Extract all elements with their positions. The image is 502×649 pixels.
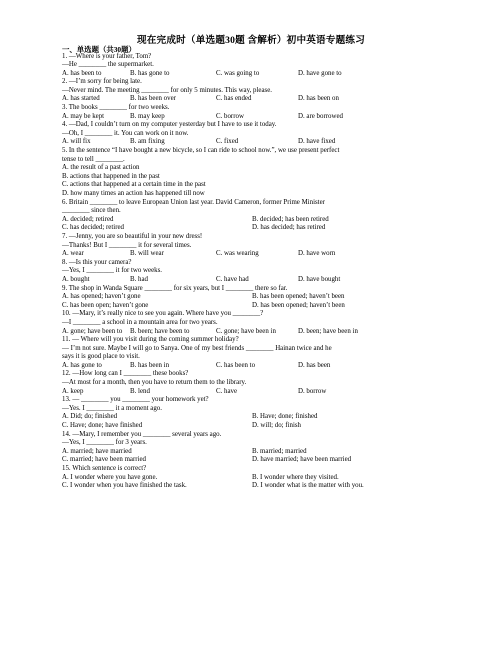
text-line — [62, 87, 472, 96]
answer-option: A. wear — [62, 250, 84, 258]
answer-option: A. gone; have been to — [62, 327, 123, 335]
answer-option: C. have had — [216, 275, 249, 283]
answer-option: D. has been opened; haven’t been — [252, 301, 345, 309]
text-line — [62, 345, 472, 354]
answer-option: A. keep — [62, 387, 84, 395]
line-text: tense to tell ________. — [62, 155, 125, 163]
line-text: —Never mind. The meeting ________ for only 5 minutes. This way, please. — [62, 86, 272, 94]
text-line — [62, 78, 472, 87]
answer-option: B. decided; has been retired — [252, 215, 329, 223]
page-title: 现在完成时（单选题30题 含解析）初中英语专题练习 — [136, 35, 366, 46]
option-row — [62, 95, 472, 104]
line-text: —Thanks! But I ________ it for several times. — [62, 241, 192, 249]
answer-option: A. I wonder where you have gone. — [62, 473, 158, 481]
answer-option: B. has been over — [130, 95, 176, 103]
answer-option: C. was going to — [216, 69, 260, 77]
line-text: —At most for a month, then you have to return them to the library. — [62, 379, 247, 387]
line-text: — I’m not sure. Maybe I will go to Sanya. One of my best friends ________ Hainan twice and he — [62, 344, 332, 352]
answer-option: B. has gone to — [130, 69, 170, 77]
line-text: 9. The shop in Wanda Square ________ for six years, but I ________ there so far. — [62, 284, 288, 292]
text-line — [62, 164, 472, 173]
answer-option: D. been; have been in — [298, 327, 358, 335]
answer-option: C. borrow — [216, 112, 244, 120]
answer-option: B. may keep — [130, 112, 165, 120]
answer-option: C. married; have been married — [62, 456, 146, 464]
answer-option: D. borrow — [298, 387, 327, 395]
line-text: A. the result of a past action — [62, 164, 140, 172]
text-line — [62, 147, 472, 156]
text-line — [62, 319, 472, 328]
answer-option: D. are borrowed — [298, 112, 343, 120]
answer-option: C. has decided; retired — [62, 224, 124, 232]
answer-option: C. was wearing — [216, 250, 259, 258]
option-row — [62, 293, 472, 302]
text-line — [62, 396, 472, 405]
line-text: 14. —Mary, I remember you ________ several years ago. — [62, 430, 222, 438]
option-row — [62, 448, 472, 457]
line-text: 10. —Mary, it’s really nice to see you again. Where have you ________? — [62, 310, 264, 318]
option-row — [62, 276, 472, 285]
answer-option: B. has been in — [130, 361, 170, 369]
answer-option: A. married; have married — [62, 447, 132, 455]
text-line — [62, 405, 472, 414]
option-row — [62, 413, 472, 422]
answer-option: D. have bought — [298, 275, 341, 283]
text-line — [62, 190, 472, 199]
answer-option: B. Have; done; finished — [252, 413, 318, 421]
option-row — [62, 474, 472, 483]
line-text: 3. The books ________ for two weeks. — [62, 104, 170, 112]
text-line — [62, 156, 472, 165]
text-line — [62, 259, 472, 268]
option-row — [62, 70, 472, 79]
line-text: 4. —Dad, I couldn’t turn on my computer yesterday but I have to use it today. — [62, 121, 277, 129]
line-text: says it is good place to visit. — [62, 353, 140, 361]
line-text: 1. —Where is your father, Tom? — [62, 52, 152, 60]
answer-option: A. has started — [62, 95, 100, 103]
line-text: 12. —How long can I ________ these books? — [62, 370, 189, 378]
text-line — [62, 173, 472, 182]
option-row — [62, 388, 472, 397]
answer-option: D. I wonder what is the matter with you. — [252, 482, 364, 490]
text-line — [62, 53, 472, 62]
text-line — [62, 181, 472, 190]
text-line — [62, 61, 472, 70]
option-row — [62, 456, 472, 465]
answer-option: A. Did; do; finished — [62, 413, 118, 421]
text-line — [62, 353, 472, 362]
text-line — [62, 285, 472, 294]
text-line — [62, 207, 472, 216]
answer-option: B. married; married — [252, 447, 307, 455]
section-heading: 一、单选题（共30题） — [62, 45, 136, 54]
answer-option: C. has been open; haven’t gone — [62, 301, 149, 309]
answer-option: C. fixed — [216, 138, 239, 146]
answer-option: D. have fixed — [298, 138, 336, 146]
line-text: 7. —Jenny, you are so beautiful in your new dress! — [62, 232, 203, 240]
answer-option: C. Have; done; have finished — [62, 422, 143, 430]
text-line — [62, 121, 472, 130]
text-line — [62, 370, 472, 379]
line-text: —Yes. I ________ it a moment ago. — [62, 404, 162, 412]
text-line — [62, 439, 472, 448]
line-text: B. actions that happened in the past — [62, 172, 160, 180]
option-row — [62, 302, 472, 311]
text-line — [62, 199, 472, 208]
line-text: C. actions that happened at a certain time in the past — [62, 181, 206, 189]
answer-option: A. decided; retired — [62, 215, 114, 223]
answer-option: C. I wonder when you have finished the task. — [62, 482, 187, 490]
line-text: ________ since then. — [62, 207, 121, 215]
answer-option: B. I wonder where they visited. — [252, 473, 339, 481]
answer-option: A. has been to — [62, 69, 102, 77]
answer-option: D. has been on — [298, 95, 339, 103]
answer-option: B. lend — [130, 387, 150, 395]
line-text: 11. — Where will you visit during the coming summer holiday? — [62, 336, 239, 344]
option-row — [62, 113, 472, 122]
text-line — [62, 310, 472, 319]
text-line — [62, 104, 472, 113]
answer-option: C. has been to — [216, 361, 256, 369]
line-text: 13. — ________ you ________ your homework yet? — [62, 396, 209, 404]
option-row — [62, 328, 472, 337]
line-text: —Yes, I ________ for 3 years. — [62, 439, 147, 447]
answer-option: C. have — [216, 387, 238, 395]
answer-option: A. has gone to — [62, 361, 102, 369]
line-text: —Oh, I ________ it. You can work on it now. — [62, 129, 189, 137]
line-text: 5. In the sentence “I have bought a new bicycle, so I can ride to school now.”, we use present perfect — [62, 147, 340, 155]
option-row — [62, 224, 472, 233]
answer-option: B. has been opened; haven’t been — [252, 293, 345, 301]
line-text: —I ________ a school in a mountain area for two years. — [62, 318, 218, 326]
text-line — [62, 379, 472, 388]
answer-option: C. has ended — [216, 95, 252, 103]
line-text: 2. —I’m sorry for being late. — [62, 78, 142, 86]
answer-option: A. has opened; haven’t gone — [62, 293, 141, 301]
answer-option: D. have married; have been married — [252, 456, 352, 464]
text-line — [62, 242, 472, 251]
answer-option: B. will wear — [130, 250, 164, 258]
line-text: —Yes, I ________ it for two weeks. — [62, 267, 162, 275]
option-row — [62, 250, 472, 259]
answer-option: B. been; have been to — [130, 327, 190, 335]
answer-option: D. has been — [298, 361, 331, 369]
text-line — [62, 465, 472, 474]
option-row — [62, 216, 472, 225]
option-row — [62, 138, 472, 147]
option-row — [62, 422, 472, 431]
answer-option: A. will fix — [62, 138, 91, 146]
text-line — [62, 431, 472, 440]
answer-option: C. gone; have been in — [216, 327, 276, 335]
line-text: 6. Britain ________ to leave European Union last year. David Cameron, former Prime Minister — [62, 198, 325, 206]
answer-option: D. will; do; finish — [252, 422, 302, 430]
answer-option: B. had — [130, 275, 148, 283]
option-row — [62, 482, 472, 491]
answer-option: D. have worn — [298, 250, 336, 258]
answer-option: B. am fixing — [130, 138, 165, 146]
answer-option: A. may be kept — [62, 112, 105, 120]
text-line — [62, 233, 472, 242]
text-line — [62, 130, 472, 139]
answer-option: D. have gone to — [298, 69, 342, 77]
text-line — [62, 267, 472, 276]
line-text: 8. —Is this your camera? — [62, 258, 132, 266]
text-line — [62, 336, 472, 345]
line-text: 15. Which sentence is correct? — [62, 465, 147, 472]
question-list — [62, 53, 472, 491]
answer-option: D. has decided; has retired — [252, 224, 326, 232]
line-text: —He ________ the supermarket. — [62, 61, 154, 69]
line-text: D. how many times an action has happened till now — [62, 190, 205, 197]
answer-option: A. bought — [62, 275, 90, 283]
option-row — [62, 362, 472, 371]
